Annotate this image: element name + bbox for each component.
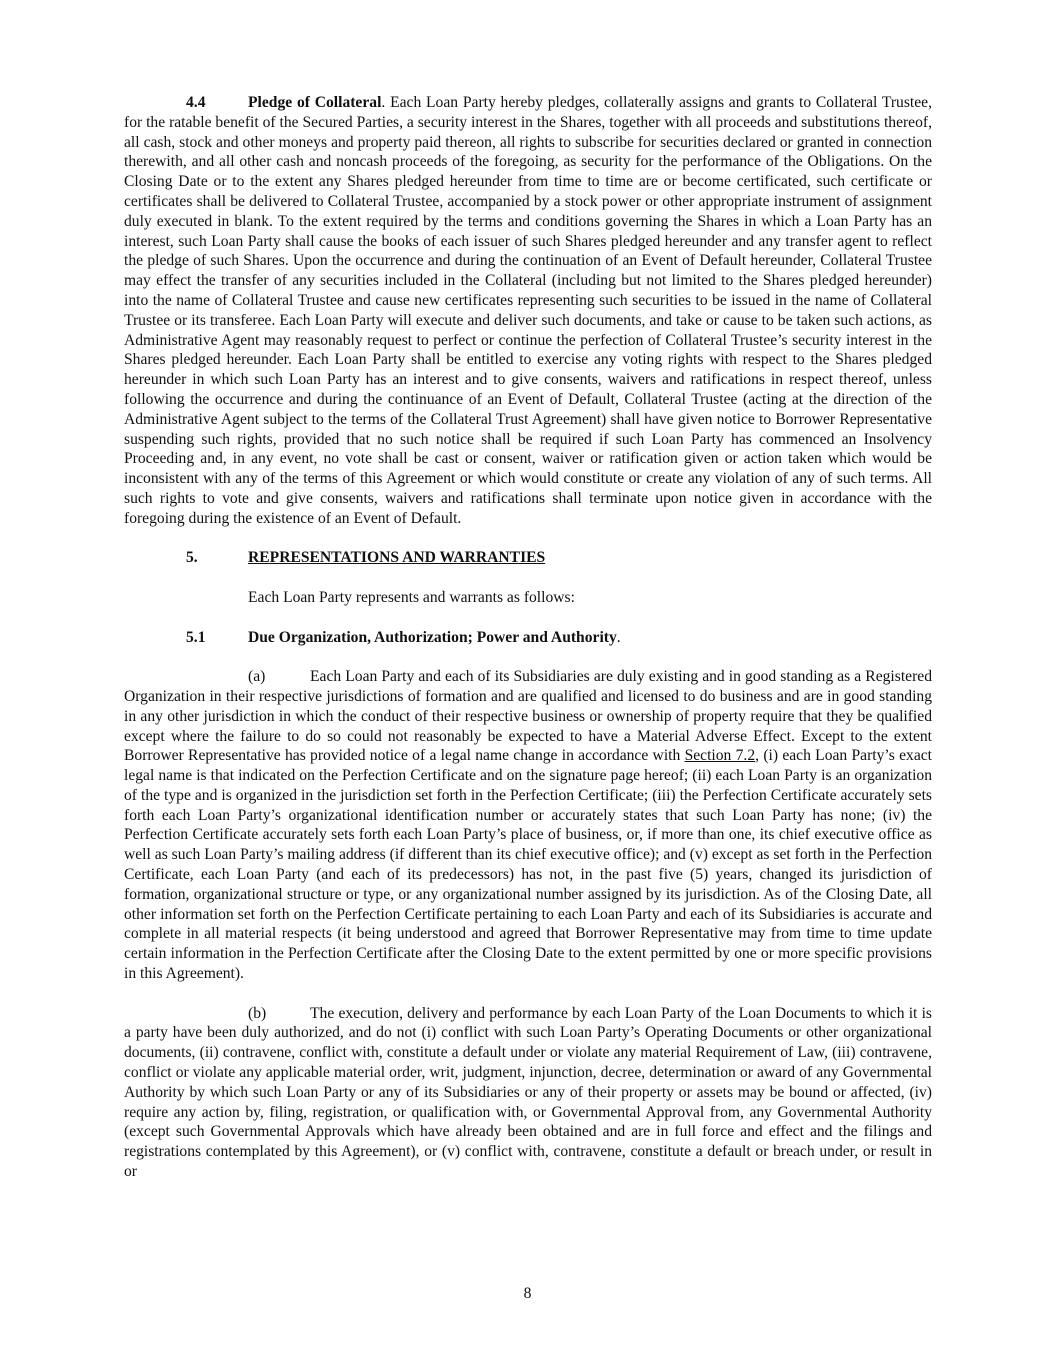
section-5-1-heading	[124, 628, 932, 648]
clause-a-paragraph	[124, 667, 932, 984]
clause-b-paragraph	[124, 1004, 932, 1182]
document-page	[124, 93, 932, 1182]
section-4-4-paragraph	[124, 93, 932, 529]
clause-label: (a)	[248, 668, 266, 686]
section-number: 5.	[186, 549, 198, 567]
section-title-end: .	[616, 628, 621, 646]
section-5-intro: Each Loan Party represents and warrants as follows:	[248, 588, 575, 606]
section-number: 5.1	[186, 628, 206, 646]
section-body: . Each Loan Party hereby pledges, collaterally assigns and grants to Collateral Trustee, for the ratable benefit of the Secured Parties, a security interest in the Shares, together with all proceeds and substitutions thereof, all cash, stock and other moneys and property paid thereon, all rights to subscribe for securities declared or granted in connection therewith, and all other cash and noncash proceeds of the foregoing, as security for the performance of the Obligations. On the Closing Date or to the extent any Shares pledged hereunder from time to time are or become certificated, such certificate or certificates shall be delivered to Collateral Trustee, accompanied by a stock power or other appropriate instrument of assignment duly executed in blank. To the extent required by the terms and conditions governing the Shares in which a Loan Party has an interest, such Loan Party shall cause the books of each issuer of such Shares pledged hereunder and any transfer agent to reflect the pledge of such Shares. Upon the occurrence and during the continuation of an Event of Default hereunder, Collateral Trustee may effect the transfer of any securities included in the Collateral (including but not limited to the Shares pledged hereunder) into the name of Collateral Trustee and cause new certificates representing such securities to be issued in the name of Collateral Trustee or its transferee. Each Loan Party will execute and deliver such documents, and take or cause to be taken such actions, as Administrative Agent may reasonably request to perfect or continue the perfection of Collateral Trustee’s security interest in the Shares pledged hereunder. Each Loan Party shall be entitled to exercise any voting rights with respect to the Shares pledged hereunder in which such Loan Party has an interest and to give consents, waivers and ratifications in respect thereof, unless following the occurrence and during the continuance of an Event of Default, Collateral Trustee (acting at the direction of the Administrative Agent subject to the terms of the Collateral Trust Agreement) shall have given notice to Borrower Representative suspending such rights, provided that no such notice shall be required if such Loan Party has commenced an Insolvency Proceeding and, in any event, no vote shall be cast or consent, waiver or ratification given or action taken which would be inconsistent with any of the terms of this Agreement or which would constitute or create any violation of any of such terms. All such rights to vote and give consents, waivers and ratifications shall terminate upon notice given in accordance with the foregoing during the existence of an Event of Default.	[124, 94, 932, 527]
clause-text-2: , (i) each Loan Party’s exact legal name is that indicated on the Perfection Certificate and on the signature page hereof; (ii) each Loan Party is an organization of the type and is organized in the jurisdiction set forth in the Perfection Certificate; (iii) the Perfection Certificate accurately sets forth each Loan Party’s organizational identification number or accurately states that such Loan Party has none; (iv) the Perfection Certificate accurately sets forth each Loan Party’s place of business, or, if more than one, its chief executive office as well as such Loan Party’s mailing address (if different than its chief executive office); and (v) except as set forth in the Perfection Certificate, each Loan Party (and each of its predecessors) has not, in the past five (5) years, changed its jurisdiction of formation, organizational structure or type, or any organizational number assigned by its jurisdiction. As of the Closing Date, all other information set forth on the Perfection Certificate pertaining to each Loan Party and each of its Subsidiaries is accurate and complete in all material respects (it being understood and agreed that Borrower Representative may from time to time update certain information in the Perfection Certificate after the Closing Date to the extent permitted by one or more specific provisions in this Agreement).	[124, 747, 933, 983]
section-number: 4.4	[186, 94, 206, 111]
section-title: Due Organization, Authorization; Power and Authority	[248, 628, 617, 646]
section-cross-reference: Section 7.2	[684, 747, 756, 765]
clause-text-1: Each Loan Party and each of its Subsidiaries are duly existing and in good standing as a Registered Organization in their respective jurisdictions of formation and are qualified and licensed to do business and are in good standing in any other jurisdiction in which the conduct of their respective business or ownership of property require that they be qualified except where the failure to do so could not reasonably be expected to have a Material Adverse Effect. Except to the extent Borrower Representative has provided notice of a legal name change in accordance with	[124, 668, 932, 765]
section-title: REPRESENTATIONS AND WARRANTIES	[248, 549, 546, 567]
clause-text: The execution, delivery and performance by each Loan Party of the Loan Documents to which it is a party have been duly authorized, and do not (i) conflict with such Loan Party’s Operating Documents or other organizational documents, (ii) contravene, conflict with, constitute a default under or violate any material Requirement of Law, (iii) contravene, conflict or violate any applicable material order, writ, judgment, injunction, decree, determination or award of any Governmental Authority by which such Loan Party or any of its Subsidiaries or any of their property or assets may be bound or affected, (iv) require any action by, filing, registration, or qualification with, or Governmental Approval from, any Governmental Authority (except such Governmental Approvals which have already been obtained and are in full force and effect and the filings and registrations contemplated by this Agreement), or (v) conflict with, contravene, constitute a default or breach under, or result in or	[124, 1004, 932, 1181]
page-number: 8	[523, 1285, 532, 1302]
section-title: Pledge of Collateral	[248, 94, 382, 111]
section-5-heading	[124, 548, 932, 568]
clause-label: (b)	[248, 1004, 267, 1022]
